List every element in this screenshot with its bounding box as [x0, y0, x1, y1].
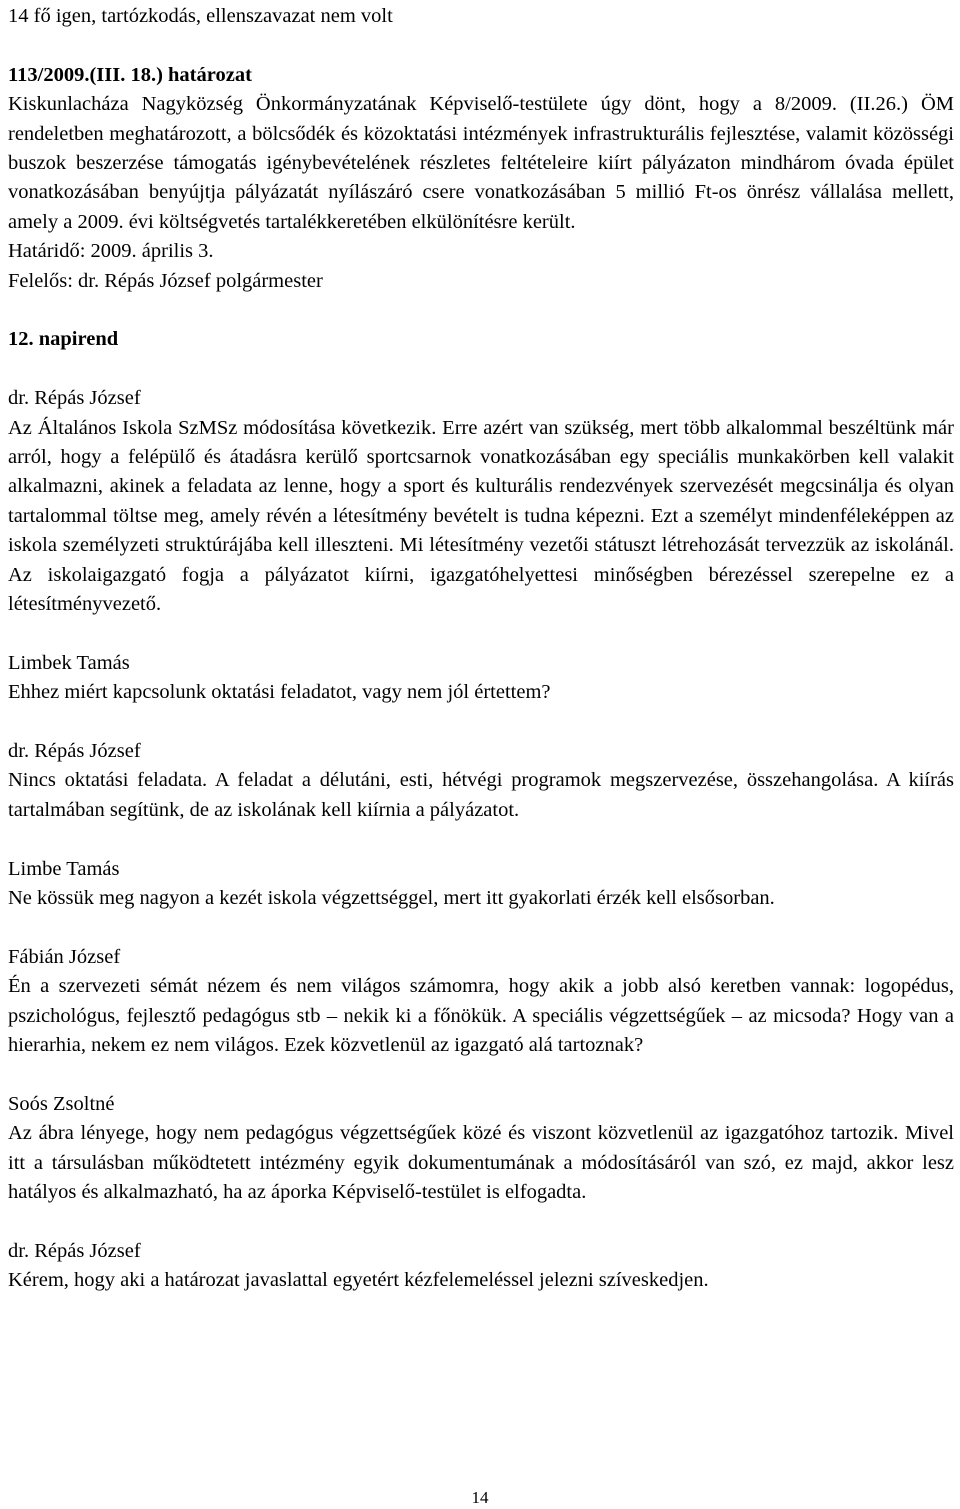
speaker-name: Limbe Tamás: [8, 857, 120, 880]
resolution-deadline: Határidő: 2009. április 3.: [8, 240, 214, 263]
spacer: [8, 1208, 954, 1237]
speech-text: Kérem, hogy aki a határozat javaslattal egyetért kézfelemeléssel jelezni szíveskedjen.: [8, 1269, 709, 1292]
agenda-item-heading: 12. napirend: [8, 328, 119, 351]
spacer: [8, 31, 954, 60]
speech-text: Én a szervezeti sémát nézem és nem világos számomra, hogy akik a jobb alsó keretben vannak: logopédus, pszichológus, fejlesztő pedagógus stb – nekik ki a főnökük. A speciális végzettségűek – az micsoda? Hogy van a hierarhia, nekem ez nem világos. Ezek közvetlenül az igazgató alá tartoznak?: [8, 975, 954, 1057]
speech-text: Ne kössük meg nagyon a kezét iskola végzettséggel, mert itt gyakorlati érzék kell elsősorban.: [8, 887, 775, 910]
vote-result: 14 fő igen, tartózkodás, ellenszavazat nem volt: [8, 5, 393, 27]
speaker-name: Fábián József: [8, 945, 121, 968]
speech-text: Az Általános Iskola SzMSz módosítása következik. Erre azért van szükség, mert több alkalommal beszéltünk már arról, hogy a felépülő és átadásra kerülő sportcsarnok vonatkozásában egy speciális munkakörben kell valakit alkalmazni, akinek a feladata az lenne, hogy a sport és kulturális rendezvények szervezését megcsinálja és olyan tartalommal töltse meg, amely révén a létesítmény bevételt is tudna képezni. Ezt a személyt mindenféleképpen az iskola személyzeti struktúrájába kell illeszteni. Mi létesítmény vezetői státuszt létrehozását tervezzük az iskolánál. Az iskolaigazgató fogja a pályázatot kiírni, igazgatóhelyettesi minőségben bérezéssel szerepelne ez a létesítményvezető.: [8, 416, 954, 616]
entry: [8, 1237, 954, 1296]
entry: [8, 943, 954, 1061]
resolution-number: 113/2009.(III. 18.) határozat: [8, 63, 252, 86]
spacer: [8, 296, 954, 325]
entry: [8, 1090, 954, 1208]
speaker-name: dr. Répás József: [8, 1239, 141, 1262]
speech-text: Az ábra lényege, hogy nem pedagógus végzettségűek közé és viszont közvetlenül az igazgatóhoz tartozik. Mivel itt a társulásban működtetett intézmény egyik dokumentumának a módosításáról van szó, ez majd, akkor lesz hatályos és alkalmazható, ha az áporka Képviselő-testület is elfogadta.: [8, 1122, 954, 1204]
document-page: [8, 2, 954, 1296]
spacer: [8, 1061, 954, 1090]
entry: [8, 855, 954, 914]
speaker-name: dr. Répás József: [8, 740, 141, 763]
resolution-responsible: Felelős: dr. Répás József polgármester: [8, 269, 323, 292]
speaker-name: Soós Zsoltné: [8, 1092, 115, 1115]
entry: [8, 737, 954, 825]
spacer: [8, 708, 954, 737]
resolution-text: Kiskunlacháza Nagyközség Önkormányzatának Képviselő-testülete úgy dönt, hogy a 8/2009. (II.26.) ÖM rendeletben meghatározott, a bölcsődék és közoktatási intézmények infrastrukturális fejlesztése, valamit közösségi buszok beszerzése támogatás igénybevételének részletes feltételeire kiírt pályázaton mindhárom óvada épület vonatkozásában benyújtja pályázatát nyílászáró csere vonatkozásában 5 millió Ft-os önrész vállalása mellett, amely a 2009. évi költségvetés tartalékkeretében elkülönítésre került.: [8, 93, 954, 233]
spacer: [8, 825, 954, 854]
speaker-name: Limbek Tamás: [8, 651, 130, 674]
entry: [8, 384, 954, 619]
spacer: [8, 355, 954, 384]
speaker-name: dr. Répás József: [8, 387, 141, 410]
page-number: 14: [471, 1488, 489, 1507]
spacer: [8, 619, 954, 648]
entry: [8, 649, 954, 708]
speech-text: Nincs oktatási feladata. A feladat a délutáni, esti, hétvégi programok megszervezése, összehangolása. A kiírás tartalmában segítünk, de az iskolának kell kiírnia a pályázatot.: [8, 769, 954, 821]
spacer: [8, 914, 954, 943]
speech-text: Ehhez miért kapcsolunk oktatási feladatot, vagy nem jól értettem?: [8, 681, 551, 704]
